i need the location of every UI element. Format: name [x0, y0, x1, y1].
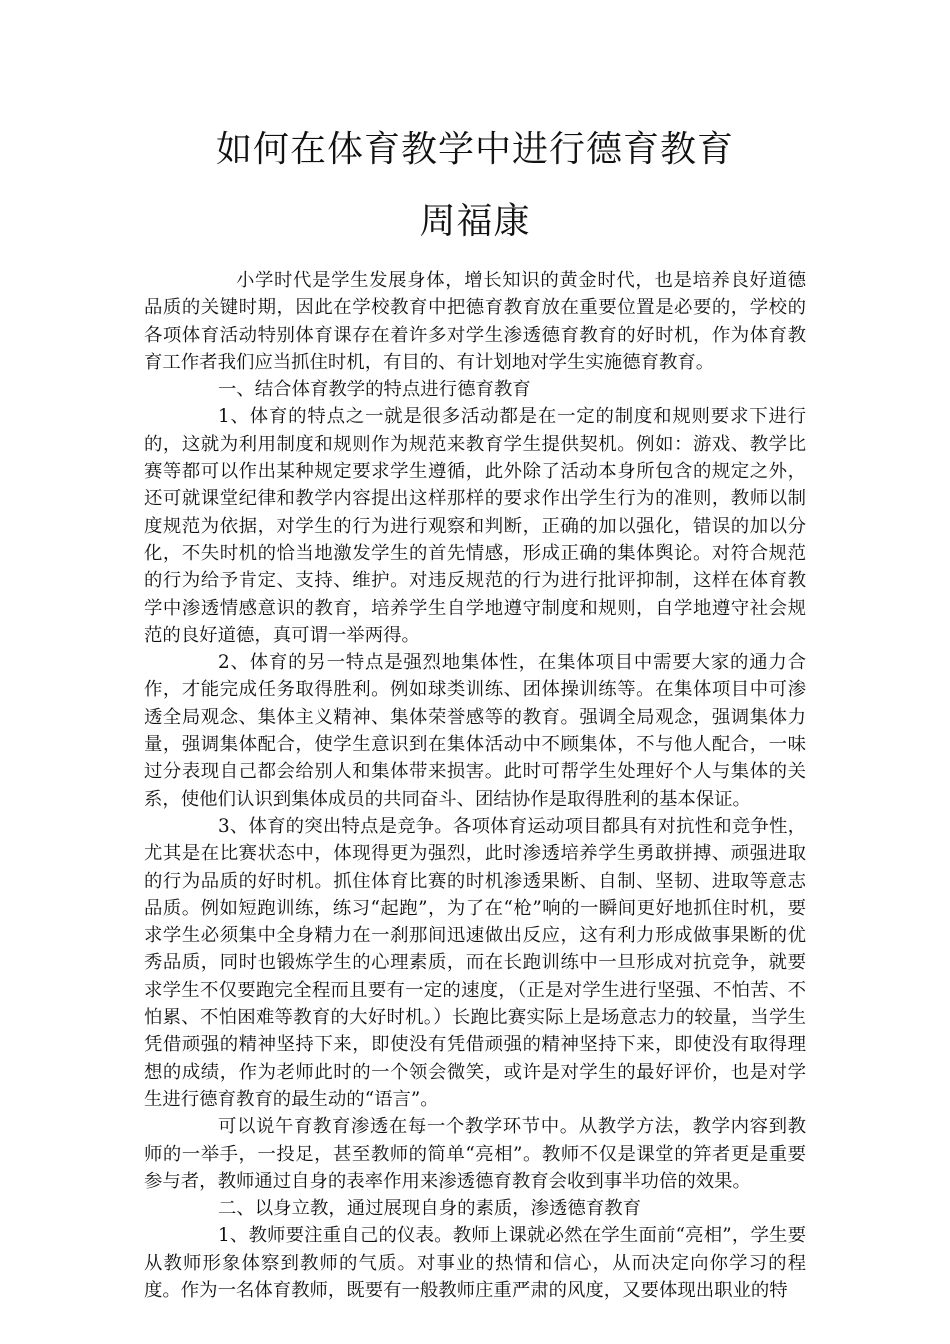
paragraph-summary: 可以说午育教育渗透在每一个教学环节中。从教学方法，教学内容到教师的一举手，一投足，甚至教师的简单“亮相”。教师不仅是课堂的笄者更是重要参与者，教师通过自身的表率作用来渗透德育教育会收到事半功倍的效果。 [144, 1116, 806, 1192]
paragraph-intro: 小学时代是学生发展身体，增长知识的黄金时代，也是培养良好道德品质的关键时期，因此在学校教育中把德育教育放在重要位置是必要的，学校的各项体育活动特别体育课存在着许多对学生渗透德育教育的好时机，作为体育教育工作者我们应当抓住时机，有目的、有计划地对学生实施德育教育。 [144, 270, 806, 373]
document-title: 如何在体育教学中进行德育教育 [215, 129, 734, 170]
document-body [144, 267, 806, 1304]
section-heading-1: 一、结合体育教学的特点进行德育教育 [218, 379, 531, 401]
section-heading-2: 二、以身立教，通过展现自身的素质，渗透德育教育 [218, 1198, 641, 1220]
paragraph-1-1: 1、体育的特点之一就是很多活动都是在一定的制度和规则要求下进行的，这就为利用制度和规则作为规范来教育学生提供契机。例如：游戏、教学比赛等都可以作出某种规定要求学生遵循，此外除了活动本身所包含的规定之外，还可就课堂纪律和教学内容提出这样那样的要求作出学生行为的准则，教师以制度规范为依据，对学生的行为进行观察和判断，正确的加以强化，错误的加以分化，不失时机的恰当地激发学生的首先情感，形成正确的集体舆论。对符合规范的行为给予肯定、支持、维护。对违反规范的行为进行批评抑制，这样在体育教学中渗透情感意识的教育，培养学生自学地遵守制度和规则，自学地遵守社会规范的良好道德，真可谓一举两得。 [144, 406, 806, 646]
document-author: 周福康 [419, 201, 531, 242]
paragraph-2-1: 1、教师要注重自己的仪表。教师上课就必然在学生面前“亮相”，学生要从教师形象体察到教师的气质。对事业的热情和信心，从而决定向你学习的程度。作为一名体育教师，既要有一般教师庄重严肃的风度，又要体现出职业的特 [144, 1225, 806, 1301]
paragraph-1-3: 3、体育的突出特点是竞争。各项体育运动项目都具有对抗性和竞争性，尤其是在比赛状态中，体现得更为强烈，此时渗透培养学生勇敢拼搏、顽强进取的行为品质的好时机。抓住体育比赛的时机渗透果断、自制、坚韧、进取等意志品质。例如短跑训练，练习“起跑”，为了在“枪”响的一瞬间更好地抓住时机，要求学生必须集中全身精力在一刹那间迅速做出反应，这有利力形成做事果断的优秀品质，同时也锻炼学生的心理素质，而在长跑训练中一旦形成对抗竞争，就要求学生不仅要跑完全程而且要有一定的速度，（正是对学生进行坚强、不怕苦、不怕累、不怕困难等教育的大好时机。）长跑比赛实际上是场意志力的较量，当学生凭借顽强的精神坚持下来，即使没有凭借顽强的精神坚持下来，即使没有取得理想的成绩，作为老师此时的一个领会微笑，或许是对学生的最好评价，也是对学生进行德育教育的最生动的“语言”。 [144, 815, 806, 1110]
paragraph-1-2: 2、体育的另一特点是强烈地集体性，在集体项目中需要大家的通力合作，才能完成任务取得胜利。例如球类训练、团体操训练等。在集体项目中可渗透全局观念、集体主义精神、集体荣誉感等的教育。强调全局观念，强调集体力量，强调集体配合，使学生意识到在集体活动中不顾集体，不与他人配合，一味过分表现自己都会给别人和集体带来损害。此时可帮学生处理好个人与集体的关系，使他们认识到集体成员的共同奋斗、团结协作是取得胜利的基本保证。 [144, 652, 806, 810]
